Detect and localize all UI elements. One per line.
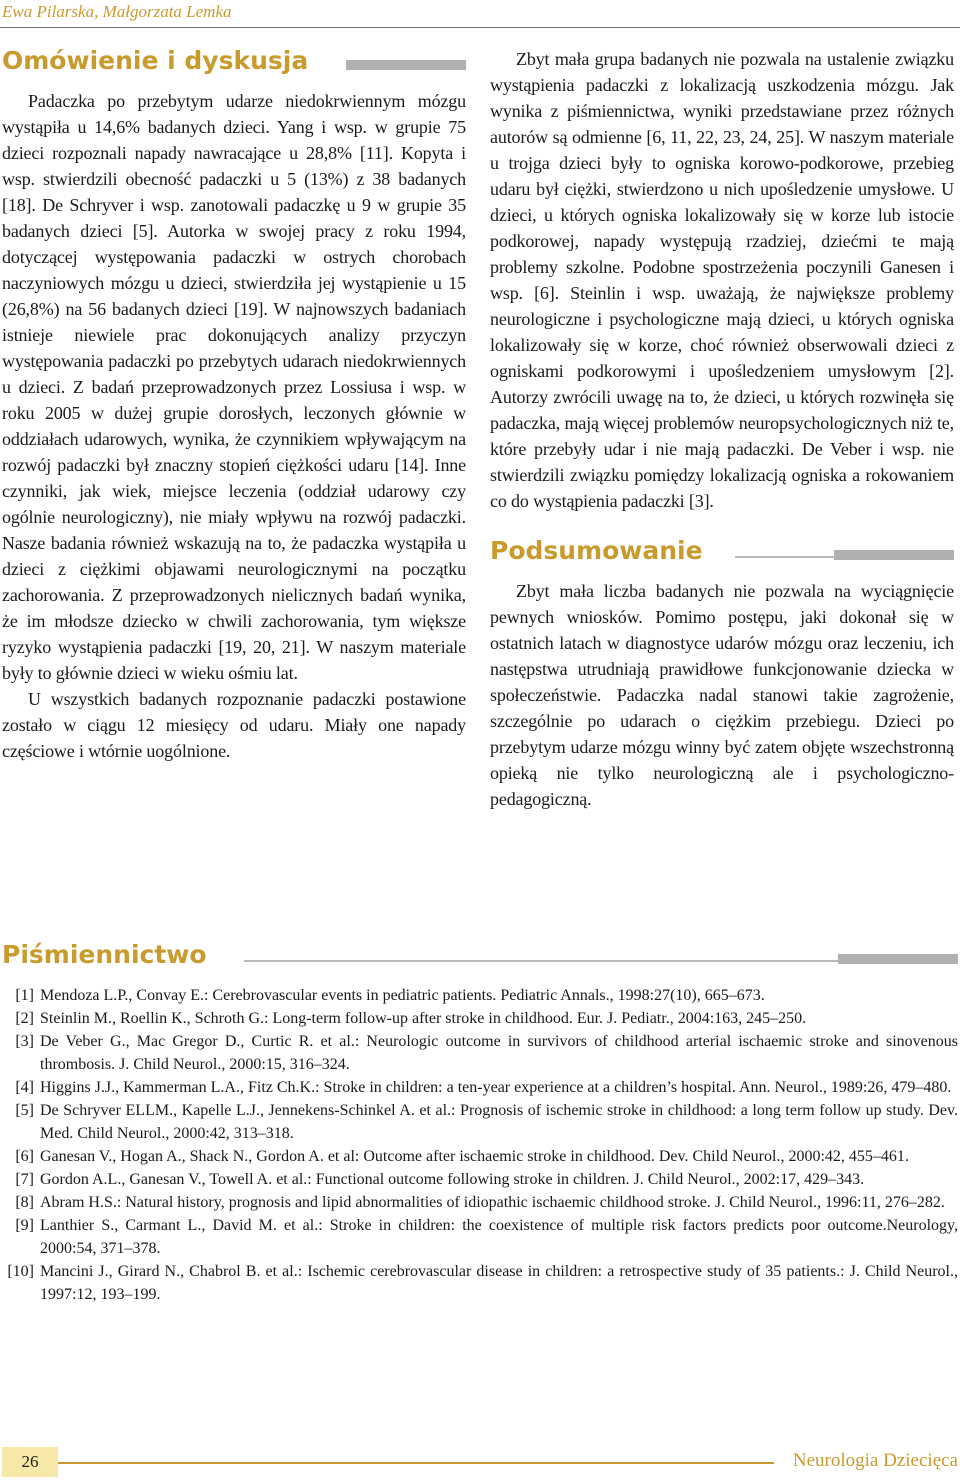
- reference-text: Ganesan V., Hogan A., Shack N., Gordon A. et al: Outcome after ischaemic stroke in childhood. Dev. Child Neurol., 2000:42, 455–461.: [40, 1148, 909, 1165]
- page-number: 26: [2, 1447, 58, 1477]
- footer-rule: [58, 1462, 774, 1464]
- reference-item: [2, 1214, 958, 1260]
- discussion-title: Omówienie i dyskusja: [2, 46, 309, 75]
- page-footer: [0, 1447, 960, 1477]
- reference-item: [2, 1168, 958, 1191]
- summary-title-rule: [735, 550, 954, 560]
- reference-text: Gordon A.L., Ganesan V., Towell A. et al.: Functional outcome following stroke in children. J. Child Neurol., 2002:17, 429–343.: [40, 1171, 865, 1188]
- reference-number: [9]: [15, 1217, 34, 1234]
- reference-number: [5]: [15, 1102, 34, 1119]
- reference-text: Higgins J.J., Kammerman L.A., Fitz Ch.K.: Stroke in children: a ten-year experience at a children’s hospital. Ann. Neurol., 1989:26, 479–480.: [40, 1079, 952, 1096]
- reference-number: [2]: [15, 1010, 34, 1027]
- references-list: [2, 984, 958, 1306]
- reference-number: [6]: [15, 1148, 34, 1165]
- summary-heading: [490, 536, 954, 570]
- references-section: [2, 940, 958, 1306]
- left-column: [2, 46, 466, 764]
- reference-number: [7]: [15, 1171, 34, 1188]
- reference-item: [2, 1099, 958, 1145]
- reference-item: [2, 1007, 958, 1030]
- reference-text: De Veber G., Mac Gregor D., Curtic R. et al.: Neurologic outcome in survivors of childhood arterial ischaemic stroke and sinovenous thrombosis. J. Child Neurol., 2000:15, 316–324.: [40, 1033, 958, 1073]
- reference-item: [2, 1076, 958, 1099]
- discussion-paragraph-3: Zbyt mała grupa badanych nie pozwala na ustalenie związku wystąpienia padaczki z lokalizacją uszkodzenia mózgu. Jak wynika z piśmiennictwa, wyniki przedstawiane przez różnych autorów są odmienne [6, 11, 22, 23, 24, 25]. W naszym materiale u trojga dzieci były to ogniska korowo-podkorowe, przebieg udaru był ciężki, stwierdzono u nich upośledzenie umysłowe. U dzieci, u których ogniska lokalizowały się w korze lub istocie podkorowej, napady występują rzadziej, dziećmi te mają problemy szkolne. Podobne spostrzeżenia poczynili Ganesen i wsp. [6]. Steinlin i wsp. uważają, że największe problemy neurologiczne i psychologiczne mają dzieci, u których ogniska lokalizowały się w korze, choć również obserwowali dzieci z ogniskami podkorowymi i upośledzeniem umysłowym [2]. Autorzy zwrócili uwagę na to, że dzieci, u których rozwinęła się padaczka, mają więcej problemów neuropsychologicznych niż te, które przebyły udar i nie mają padaczki. De Veber i wsp. nie stwierdzili związku pomiędzy lokalizacją ogniska a rokowaniem co do wystąpienia padaczki [3].: [490, 49, 954, 511]
- summary-title: Podsumowanie: [490, 536, 703, 565]
- reference-text: De Schryver ELLM., Kapelle L.J., Jennekens-Schinkel A. et al.: Prognosis of ischemic stroke in childhood: a long term follow up study. Dev. Med. Child Neurol., 2000:42, 313–318.: [40, 1102, 958, 1142]
- references-title: Piśmiennictwo: [2, 940, 207, 969]
- reference-text: Lanthier S., Carmant L., David M. et al.: Stroke in children: the coexistence of multiple risk factors predicts poor outcome.Neurology, 2000:54, 371–378.: [40, 1217, 958, 1257]
- reference-text: Steinlin M., Roellin K., Schroth G.: Long-term follow-up after stroke in childhood. Eur. J. Pediatr., 2004:163, 245–250.: [40, 1010, 807, 1027]
- reference-number: [4]: [15, 1079, 34, 1096]
- reference-number: [3]: [15, 1033, 34, 1050]
- reference-item: [2, 1191, 958, 1214]
- discussion-heading: [2, 46, 466, 80]
- reference-item: [2, 1260, 958, 1306]
- reference-number: [10]: [7, 1263, 34, 1280]
- running-head-authors: Ewa Pilarska, Małgorzata Lemka: [2, 2, 232, 21]
- summary-paragraph-1: Zbyt mała liczba badanych nie pozwala na wyciągnięcie pewnych wniosków. Pomimo postępu, jaki dokonał się w ostatnich latach w diagnostyce udarów mózgu oraz leczeniu, ich następstwa utrudniają prawidłowe funkcjonowanie dziecka w społeczeństwie. Padaczka nadal stanowi takie zagrożenie, szczególnie po udarach o ciężkim przebiegu. Dzieci po przebytym udarze mózgu winny być zatem objęte wszechstronną opieką nie tylko neurologiczną ale i psychologiczno-pedagogiczną.: [490, 581, 954, 809]
- references-heading: [2, 940, 958, 974]
- header-rule: [0, 27, 960, 28]
- reference-number: [8]: [15, 1194, 34, 1211]
- reference-text: Mendoza L.P., Convay E.: Cerebrovascular events in pediatric patients. Pediatric Annals., 1998:27(10), 665–673.: [40, 987, 765, 1004]
- discussion-paragraph-1: Padaczka po przebytym udarze niedokrwiennym mózgu wystąpiła u 14,6% badanych dzieci. Yang i wsp. w grupie 75 dzieci rozpoznali napady nawracające u 28,8% [11]. Kopyta i wsp. stwierdzili obecność padaczki u 5 (13%) z 38 badanych [18]. De Schryver i wsp. zanotowali padaczkę u 9 w grupie 35 badanych dzieci [5]. Autorka w swojej pracy z roku 1994, dotyczącej występowania padaczki w ostrych chorobach naczyniowych mózgu u dzieci, stwierdziła jej wystąpienie u 15 (26,8%) na 56 badanych dzieci [19]. W najnowszych badaniach istnieje niewiele prac dokonujących analizy przyczyn występowania padaczki po przebytych udarach niedokrwiennych u dzieci. Z badań przeprowadzonych przez Lossiusa i wsp. w roku 2005 w dużej grupie dorosłych, leczonych głównie w oddziałach udarowych, wynika, że czynnikiem wpływającym na rozwój padaczki był znaczny stopień ciężkości udaru [14]. Inne czynniki, jak wiek, miejsce leczenia (oddział udarowy czy ogólnie neurologiczny), nie miały wpływu na rozwój padaczki. Nasze badania również wskazują na to, że padaczka wystąpiła u dzieci z ciężkimi objawami neurologicznymi na początku zachorowania. Z przeprowadzonych nielicznych badań wynika, że im młodsze dziecko w chwili zachorowania, tym większe ryzyko wystąpienia padaczki [19, 20, 21]. W naszym materiale były to głównie dzieci w wieku ośmiu lat.: [2, 91, 466, 683]
- references-title-rule: [244, 954, 958, 964]
- reference-item: [2, 1145, 958, 1168]
- reference-text: Abram H.S.: Natural history, prognosis and lipid abnormalities of idiopathic ischaemic childhood stroke. J. Child Neurol., 1996:11, 276–282.: [40, 1194, 945, 1211]
- discussion-paragraph-2: U wszystkich badanych rozpoznanie padaczki postawione zostało w ciągu 12 miesięcy od udaru. Miały one napady częściowe i wtórnie uogólnione.: [2, 689, 466, 761]
- reference-number: [1]: [15, 987, 34, 1004]
- reference-item: [2, 984, 958, 1007]
- right-column: [490, 46, 954, 812]
- discussion-title-rule: [347, 60, 466, 70]
- reference-text: Mancini J., Girard N., Chabrol B. et al.: Ischemic cerebrovascular disease in children: a retrospective study of 35 patients.: J. Child Neurol., 1997:12, 193–199.: [40, 1263, 958, 1303]
- journal-name: Neurologia Dziecięca: [792, 1450, 958, 1471]
- reference-item: [2, 1030, 958, 1076]
